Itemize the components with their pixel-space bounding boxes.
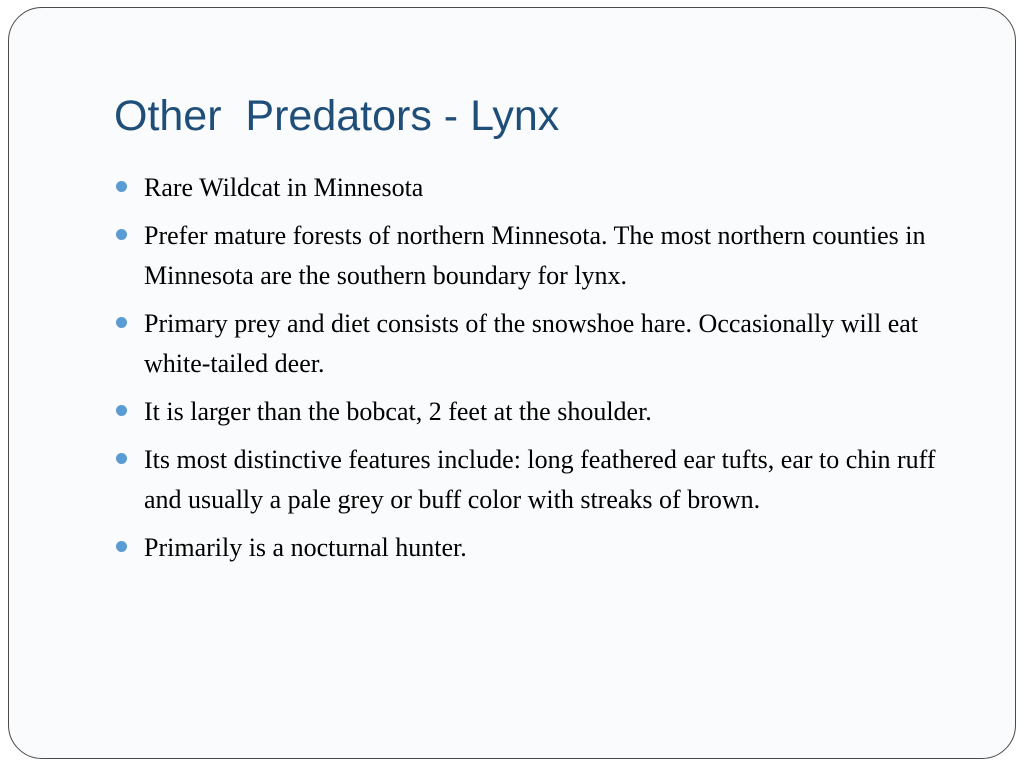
bullet-text: Primary prey and diet consists of the snowshoe hare. Occasionally will eat white-tailed deer. <box>144 309 919 378</box>
bullet-dot-icon <box>116 181 127 192</box>
bullet-text: Its most distinctive features include: long feathered ear tufts, ear to chin ruff and usually a pale grey or buff color with streaks of brown. <box>144 445 936 514</box>
bullet-item <box>114 304 964 384</box>
slide-title: Other Predators - Lynx <box>114 92 560 140</box>
bullet-item <box>114 440 964 520</box>
bullet-text: It is larger than the bobcat, 2 feet at the shoulder. <box>144 397 652 426</box>
bullet-item <box>114 392 964 432</box>
bullet-text: Primarily is a nocturnal hunter. <box>144 533 467 562</box>
bullet-dot-icon <box>116 453 127 464</box>
bullet-item <box>114 168 964 208</box>
bullet-dot-icon <box>116 541 127 552</box>
bullet-text: Prefer mature forests of northern Minnesota. The most northern counties in Minnesota are the southern boundary for lynx. <box>144 221 926 290</box>
bullet-item <box>114 216 964 296</box>
bullet-text: Rare Wildcat in Minnesota <box>144 173 424 202</box>
bullet-dot-icon <box>116 405 127 416</box>
bullet-dot-icon <box>116 229 127 240</box>
bullet-dot-icon <box>116 317 127 328</box>
bullet-list <box>114 168 964 576</box>
bullet-item <box>114 528 964 568</box>
